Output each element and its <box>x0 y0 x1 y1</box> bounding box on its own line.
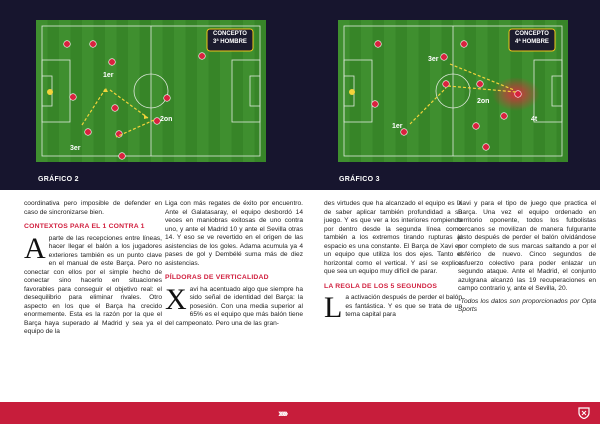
paragraph: coordinativa pero imposible de defender en caso de sincronizarse bien. <box>24 200 162 216</box>
paragraph <box>24 231 162 337</box>
concept-line2: 4ª HOMBRE <box>515 39 549 45</box>
footer-bar <box>0 402 600 424</box>
source-note: *Todos los datos son proporcionados por Opta Sports <box>458 297 596 313</box>
paragraph <box>165 282 303 329</box>
label-1er: 1er <box>392 123 403 130</box>
pitch-diagram-2 <box>338 20 568 162</box>
paragraph: Xavi y para el tipo de juego que practica el Barça. Una vez el equipo ordenado en territorio oponente, todos los futbolistas cercanos se movilizan de manera fulgurante justo después de perder el balón olvidándose por completo de sus marcas saltando a por el esférico de nuevo. Cinco segundos de esfuerzo colectivo para poder enlazar un segundo ataque. Ante el Madrid, el conjunto azulgrana alcanzó las 19 recuperaciones en campo contrario y, ante el Sevilla, 20. <box>458 200 596 292</box>
label-2on: 2on <box>477 98 490 105</box>
graphic-caption-2: GRÁFICO 2 <box>38 176 79 183</box>
section-heading: CONTEXTOS PARA EL 1 CONTRA 1 <box>24 223 145 230</box>
goalkeeper-marker <box>349 89 355 95</box>
label-4t: 4t <box>531 116 538 123</box>
drop-cap: X <box>165 282 187 316</box>
label-3er: 3er <box>428 56 439 63</box>
shield-icon <box>578 407 590 419</box>
section-heading: LA REGLA DE LOS 5 SEGUNDOS <box>324 282 438 290</box>
goalkeeper-marker <box>47 89 53 95</box>
drop-cap: A <box>24 231 46 265</box>
concept-line2: 3ª HOMBRE <box>213 39 247 45</box>
chevrons-decoration: ››››› <box>278 408 287 420</box>
paragraph: Liga con más regates de éxito por encuentro. Ante el Galatasaray, el equipo desbordó 14 veces en maniobras exitosas de uno contra uno, y ante el Madrid 10 y ante el Sevilla otras 14. Y eso se ve revertido en el origen de las asistencias de los goles. Adama acumula ya 4 pases de gol y Dembélé suma más de diez asistencias. <box>165 200 303 267</box>
article-column-1 <box>24 200 162 341</box>
label-3er: 3er <box>70 145 81 152</box>
article-column-2 <box>165 200 303 332</box>
drop-cap: L <box>324 291 343 324</box>
paragraph: des virtudes que ha alcanzado el equipo es la de saber aplicar también profundidad a su juego. Y es que ver a los interiores rompiendo por dentro desde la segunda línea como también a los extremos tirando rupturas al espacio es una constante. El Barça de Xavi es un equipo que utiliza los dos ejes. Tanto el horizontal como el vertical. Y así se explica que sea un equipo muy difícil de parar. <box>324 200 462 275</box>
section-heading: PÍLDORAS DE VERTICALIDAD <box>165 274 269 281</box>
paragraph-text: parte de las recepciones entre líneas, hacer llegar el balón a los jugadores exteriores también es un punto clave en el manual de este Barça. Pero no conectar con ellos por el simple hecho de conectar sino hacerlo en situaciones favorables para conseguir el objetivo real: el desequilibrio para eliminar rivales. Otro aspecto en los que el Barça ha crecido enormemente. Esta es la razón por la que el Barça haya superado al Madrid y sea ya el equipo de la <box>24 234 162 335</box>
paragraph <box>324 291 462 324</box>
label-2on: 2on <box>160 116 173 123</box>
article-column-3 <box>324 200 462 324</box>
pitch-diagram-1 <box>36 20 266 162</box>
graphic-caption-3: GRÁFICO 3 <box>339 176 380 183</box>
label-1er: 1er <box>103 72 114 79</box>
article-column-4 <box>458 200 596 319</box>
concept-line1: CONCEPTO <box>515 31 549 37</box>
paragraph-text: a activación después de perder el balón es fantástica. Y es que se trata de un tema capital para <box>345 294 462 318</box>
paragraph-text: avi ha acentuado algo que siempre ha sido señal de identidad del Barça: la posesión. Con una media superior al 65% es el equipo que más balón tiene del campeonato. Pero una de las gran- <box>165 285 303 327</box>
concept-line1: CONCEPTO <box>213 31 247 37</box>
